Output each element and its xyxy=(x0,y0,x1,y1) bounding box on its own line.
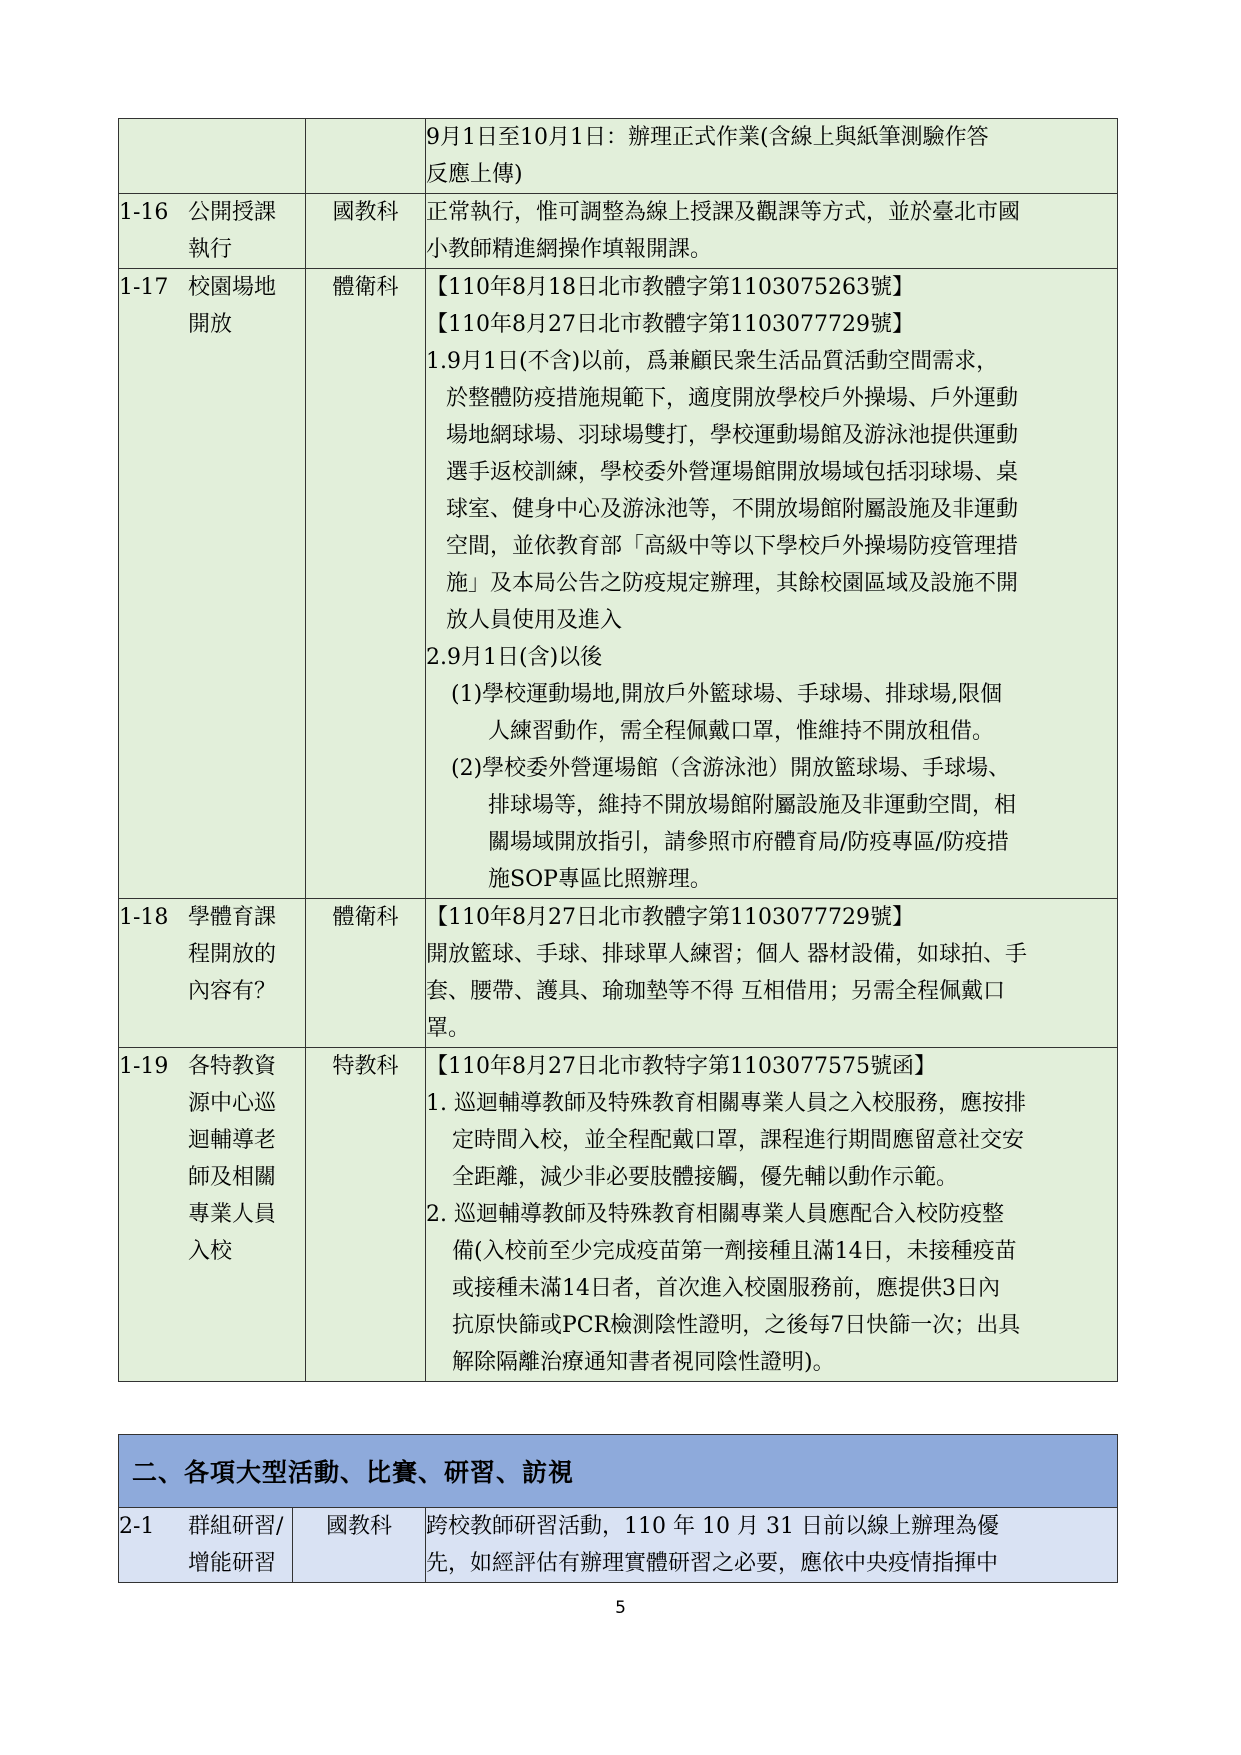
content-line: 定時間入校，並全程配戴口罩，課程進行期間應留意社交安 xyxy=(452,1128,1025,1153)
item-title-line xyxy=(119,1048,305,1085)
item-number: 2-1 xyxy=(119,1514,155,1539)
content-line: 施」及本局公告之防疫規定辦理，其餘校園區域及設施不開 xyxy=(446,571,1019,596)
content-line: 排球場等，維持不開放場館附屬設施及非運動空間，相 xyxy=(488,793,1017,818)
item-title-line: 入校 xyxy=(188,1239,233,1264)
item-title-line xyxy=(119,1508,292,1545)
unit-label: 特教科 xyxy=(332,1054,399,1079)
content-cell xyxy=(426,269,1118,899)
content-cell xyxy=(426,1048,1118,1382)
content-line: 【110年8月27日北市教體字第1103077729號】 xyxy=(426,312,914,337)
unit-cell xyxy=(306,119,426,194)
item-title-line: 迴輔導老 xyxy=(188,1128,277,1153)
item-cell xyxy=(119,269,306,899)
item-cell xyxy=(119,194,306,269)
content-line: 【110年8月27日北市教體字第1103077729號】 xyxy=(426,905,914,930)
unit-cell xyxy=(306,194,426,269)
item-title-line: 程開放的 xyxy=(188,942,277,967)
content-line: 跨校教師研習活動，110 年 10 月 31 日前以線上辦理為優 xyxy=(426,1514,999,1539)
content-cell xyxy=(426,1508,1118,1583)
content-line: 開放籃球、手球、排球單人練習；個人 器材設備，如球拍、手 xyxy=(426,942,1027,967)
item-title-line: 開放 xyxy=(188,312,233,337)
content-line: 2.9月1日(含)以後 xyxy=(426,645,603,670)
content-line: 先，如經評估有辦理實體研習之必要，應依中央疫情指揮中 xyxy=(426,1551,999,1576)
content-line: 小教師精進網操作填報開課。 xyxy=(426,237,713,262)
table-row xyxy=(119,899,1118,1048)
content-line: 關場域開放指引，請參照市府體育局/防疫專區/防疫措 xyxy=(488,830,1009,855)
section-header-row xyxy=(119,1435,1118,1508)
section-header-cell xyxy=(119,1435,1118,1508)
unit-cell xyxy=(306,899,426,1048)
content-line: 套、腰帶、護具、瑜珈墊等不得 互相借用；另需全程佩戴口 xyxy=(426,979,1005,1004)
item-cell xyxy=(119,1508,293,1583)
content-line: 1.9月1日(不含)以前，爲兼顧民衆生活品質活動空間需求， xyxy=(426,349,999,374)
events-table xyxy=(118,1434,1118,1583)
item-cell xyxy=(119,899,306,1048)
unit-label: 國教科 xyxy=(332,200,399,225)
item-title-line: 源中心巡 xyxy=(188,1091,277,1116)
content-line: 罩。 xyxy=(426,1016,471,1041)
content-line: 或接種未滿14日者，首次進入校園服務前，應提供3日內 xyxy=(452,1276,1000,1301)
content-line: 放人員使用及進入 xyxy=(446,608,623,633)
table-row xyxy=(119,194,1118,269)
item-title-line xyxy=(119,899,305,936)
content-line: 全距離，減少非必要肢體接觸，優先輔以動作示範。 xyxy=(452,1165,959,1190)
content-line: 抗原快篩或PCR檢測陰性證明，之後每7日快篩一次；出具 xyxy=(452,1313,1021,1338)
item-title-line: 專業人員 xyxy=(188,1202,277,1227)
content-line: 備(入校前至少完成疫苗第一劑接種且滿14日，未接種疫苗 xyxy=(452,1239,1017,1264)
item-title-line: 執行 xyxy=(188,237,233,262)
content-line: 選手返校訓練，學校委外營運場館開放場域包括羽球場、桌 xyxy=(446,460,1019,485)
table-row xyxy=(119,269,1118,899)
content-line: 解除隔離治療通知書者視同陰性證明)。 xyxy=(452,1350,835,1375)
table-row xyxy=(119,1048,1118,1382)
table-row xyxy=(119,1508,1118,1583)
item-title-text: 學體育課 xyxy=(188,905,277,930)
item-title-line: 增能研習 xyxy=(188,1551,277,1576)
content-line: 空間，並依教育部「高級中等以下學校戶外操場防疫管理措 xyxy=(446,534,1019,559)
content-line: 人練習動作，需全程佩戴口罩，惟維持不開放租借。 xyxy=(488,719,995,744)
item-title-text: 校園場地 xyxy=(188,275,277,300)
item-title-line: 師及相關 xyxy=(188,1165,277,1190)
content-line: 正常執行，惟可調整為線上授課及觀課等方式，並於臺北市國 xyxy=(426,200,1021,225)
item-cell xyxy=(119,1048,306,1382)
measures-table xyxy=(118,118,1118,1382)
item-number: 1-17 xyxy=(119,275,169,300)
item-title-text: 公開授課 xyxy=(188,200,277,225)
unit-cell xyxy=(306,1048,426,1382)
content-line: 施SOP專區比照辦理。 xyxy=(488,867,712,892)
content-line: 9月1日至10月1日：辦理正式作業(含線上與紙筆測驗作答 xyxy=(426,125,989,150)
item-title-line xyxy=(119,269,305,306)
content-line: 場地網球場、羽球場雙打，學校運動場館及游泳池提供運動 xyxy=(446,423,1019,448)
content-line: 【110年8月18日北市教體字第1103075263號】 xyxy=(426,275,914,300)
item-title-line: 內容有？ xyxy=(188,979,277,1004)
content-line: 1. 巡迴輔導教師及特殊教育相關專業人員之入校服務，應按排 xyxy=(426,1091,1026,1116)
item-number: 1-16 xyxy=(119,200,169,225)
content-cell xyxy=(426,194,1118,269)
item-number: 1-19 xyxy=(119,1054,169,1079)
content-line: (1)學校運動場地,開放戶外籃球場、手球場、排球場,限個 xyxy=(451,682,1003,707)
content-line: 【110年8月27日北市教特字第1103077575號函】 xyxy=(426,1054,936,1079)
content-line: (2)學校委外營運場館（含游泳池）開放籃球場、手球場、 xyxy=(451,756,1011,781)
unit-label: 國教科 xyxy=(325,1514,392,1539)
item-title-line xyxy=(119,119,305,156)
item-number: 1-18 xyxy=(119,905,169,930)
content-cell xyxy=(426,119,1118,194)
content-line: 反應上傳) xyxy=(426,162,523,187)
unit-label: 體衛科 xyxy=(332,905,399,930)
item-title-text: 群組研習/ xyxy=(188,1514,284,1539)
item-title-line xyxy=(119,194,305,231)
item-cell xyxy=(119,119,306,194)
content-line: 球室、健身中心及游泳池等，不開放場館附屬設施及非運動 xyxy=(446,497,1019,522)
content-line: 2. 巡迴輔導教師及特殊教育相關專業人員應配合入校防疫整 xyxy=(426,1202,1004,1227)
unit-label: 體衛科 xyxy=(332,275,399,300)
item-title-text: 各特教資 xyxy=(188,1054,277,1079)
content-cell xyxy=(426,899,1118,1048)
content-line: 於整體防疫措施規範下，適度開放學校戶外操場、戶外運動 xyxy=(446,386,1019,411)
section-title: 二、各項大型活動、比賽、研習、訪視 xyxy=(132,1458,575,1487)
unit-cell xyxy=(293,1508,426,1583)
unit-cell xyxy=(306,269,426,899)
table-row xyxy=(119,119,1118,194)
page-number: 5 xyxy=(615,1598,626,1618)
